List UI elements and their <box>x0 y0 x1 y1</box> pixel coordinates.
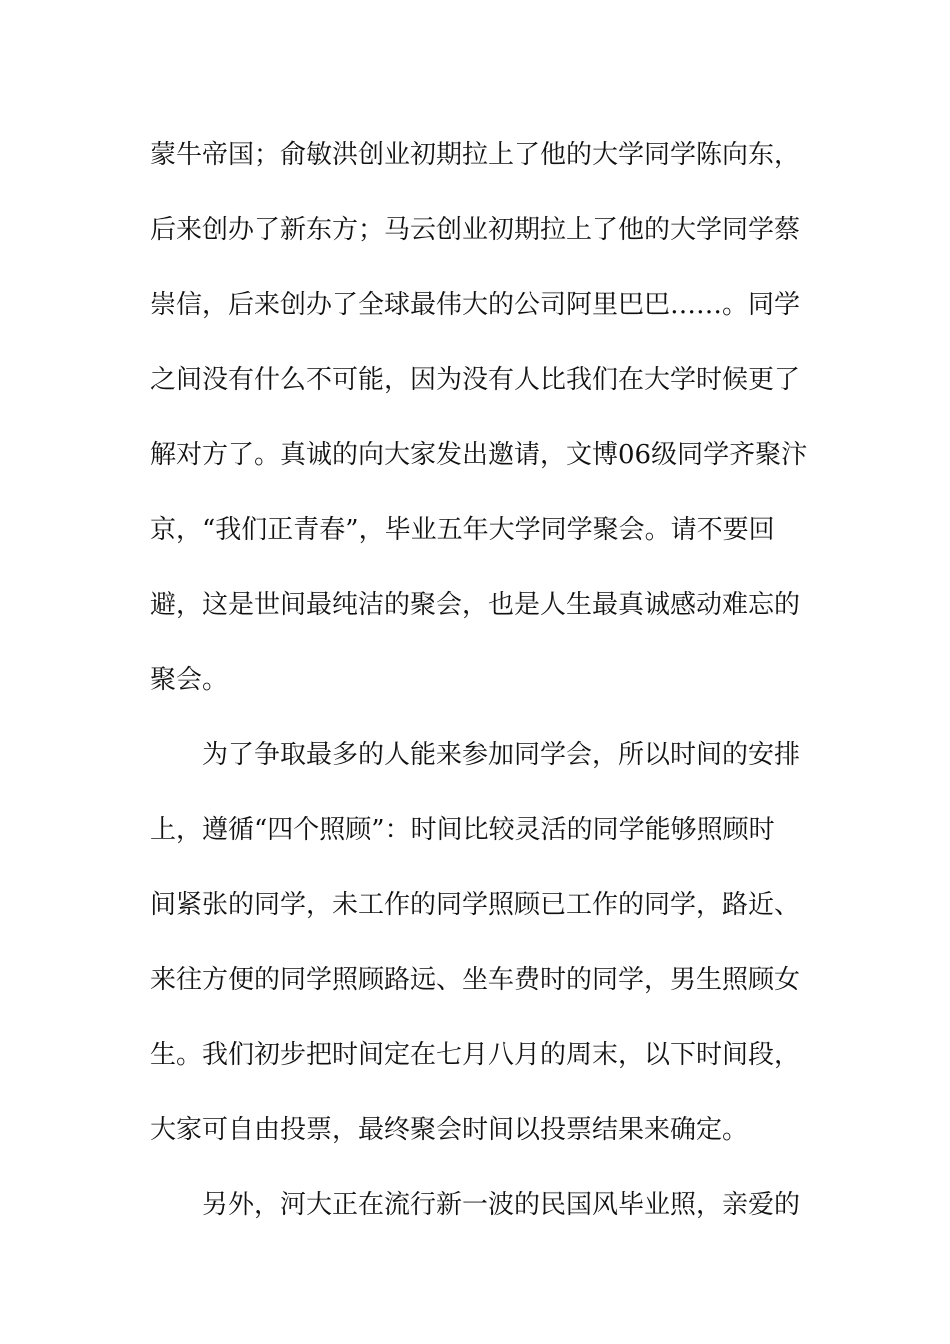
text-line: 为了争取最多的人能来参加同学会，所以时间的安排 <box>202 740 801 770</box>
text-line: 来往方便的同学照顾路远、坐车费时的同学，男生照顾女 <box>150 965 801 995</box>
text-line: 解对方了。真诚的向大家发出邀请，文博06级同学齐聚汴 <box>150 440 808 470</box>
text-line: 之间没有什么不可能，因为没有人比我们在大学时候更了 <box>150 365 801 395</box>
text-line: 聚会。 <box>150 665 229 695</box>
text-line: 后来创办了新东方；马云创业初期拉上了他的大学同学蔡 <box>150 215 801 245</box>
text-line: 避，这是世间最纯洁的聚会，也是人生最真诚感动难忘的 <box>150 590 801 620</box>
text-line: 崇信，后来创办了全球最伟大的公司阿里巴巴……。同学 <box>150 290 801 320</box>
text-line: 京，“我们正青春”，毕业五年大学同学聚会。请不要回 <box>150 515 775 545</box>
text-line: 另外，河大正在流行新一波的民国风毕业照，亲爱的 <box>202 1190 801 1220</box>
text-line: 上，遵循“四个照顾”：时间比较灵活的同学能够照顾时 <box>150 815 775 845</box>
text-line: 蒙牛帝国；俞敏洪创业初期拉上了他的大学同学陈向东， <box>150 140 801 170</box>
text-line: 间紧张的同学，未工作的同学照顾已工作的同学，路近、 <box>150 890 801 920</box>
paragraph-time-arrangement <box>150 718 810 1168</box>
paragraph-reunion-invitation <box>150 118 810 718</box>
text-line: 大家可自由投票，最终聚会时间以投票结果来确定。 <box>150 1115 749 1145</box>
text-line: 生。我们初步把时间定在七月八月的周末，以下时间段， <box>150 1040 801 1070</box>
paragraph-graduation-photo <box>150 1168 810 1243</box>
